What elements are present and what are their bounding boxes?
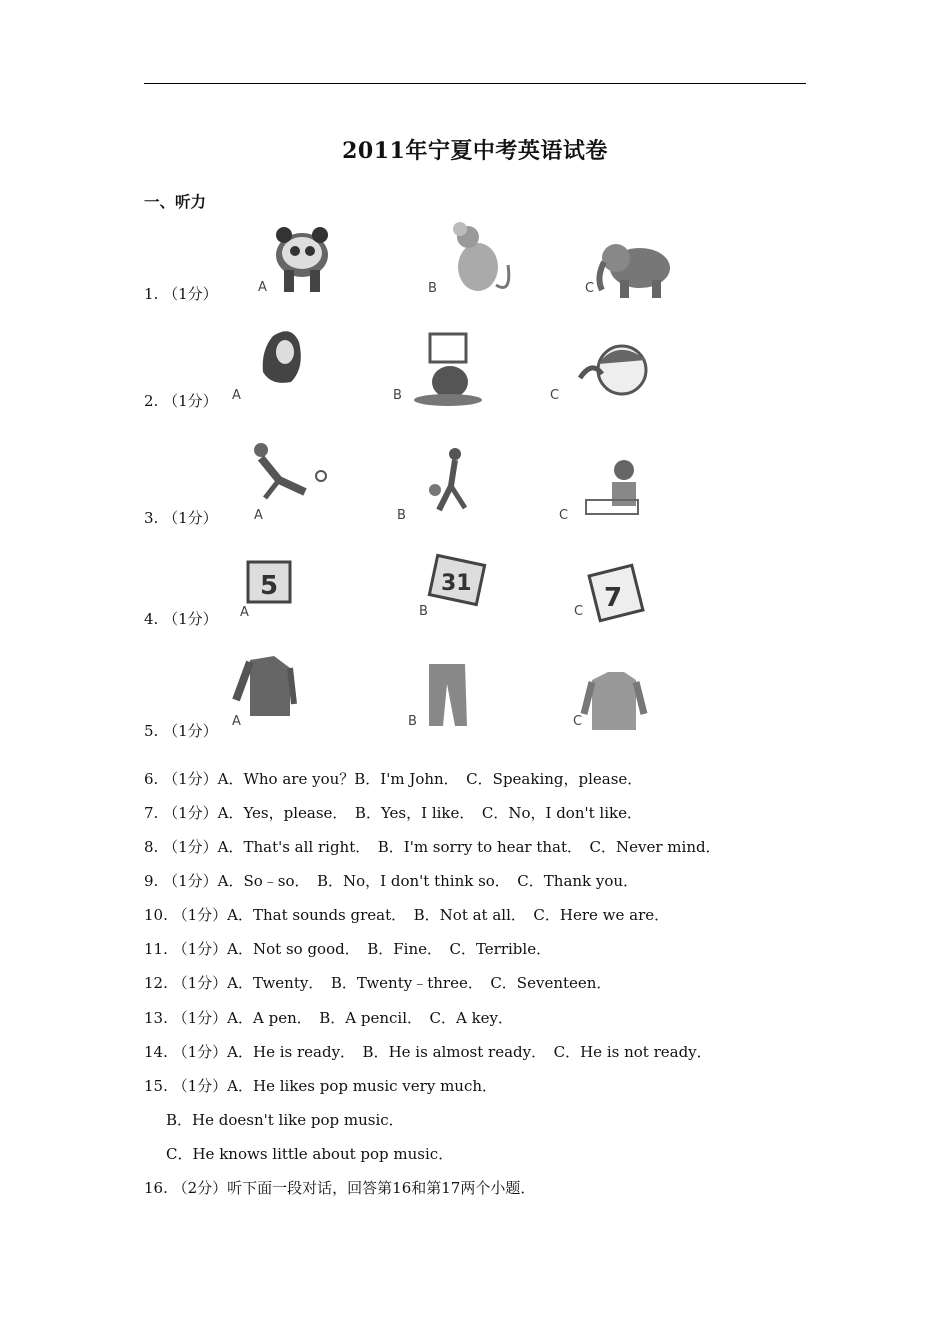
girl-hair-icon — [235, 320, 345, 410]
question-13: 13. （1分）A．A pen． B．A pencil． C．A key． — [144, 1009, 514, 1027]
question-11: 11. （1分）A．Not so good． B．Fine． C．Terrible． — [144, 940, 552, 958]
question-5-label: 5. （1分） — [144, 722, 218, 740]
calendar-31-icon — [415, 550, 525, 640]
sweater-icon — [580, 660, 690, 750]
soccer-player-icon — [235, 430, 345, 520]
question-4-label: 4. （1分） — [144, 610, 218, 628]
option-label: A — [254, 508, 263, 523]
option-label: A — [232, 714, 241, 729]
question-2-label: 2. （1分） — [144, 392, 218, 410]
page-title: 2011年宁夏中考英语试卷 — [342, 138, 608, 164]
question-1-label: 1. （1分） — [144, 285, 218, 303]
option-label: A — [258, 280, 267, 295]
tv-watching-icon — [400, 320, 510, 410]
question-9: 9. （1分）A．So﹣so． B．No，I don't think so． C．Thank you． — [144, 872, 639, 890]
question-10: 10. （1分）A．That sounds great． B．Not at all． C．Here we are． — [144, 906, 670, 924]
option-label: C — [550, 388, 560, 403]
question-15-option-b: B．He doesn't like pop music． — [166, 1111, 404, 1129]
calendar-7-icon — [580, 560, 690, 650]
elephant-icon — [580, 228, 690, 318]
option-label: B — [408, 714, 417, 729]
tennis-player-icon — [570, 448, 680, 538]
jacket-icon — [232, 650, 342, 740]
option-label: C — [574, 604, 584, 619]
option-label: C — [585, 281, 595, 296]
question-12: 12. （1分）A．Twenty． B．Twenty﹣three． C．Seventeen． — [144, 974, 612, 992]
question-14: 14. （1分）A．He is ready． B．He is almost ready． C．He is not ready． — [144, 1043, 712, 1061]
option-label: A — [232, 388, 241, 403]
svg-text:7: 7 — [604, 583, 623, 613]
section-heading: 一、听力 — [144, 192, 207, 211]
option-label: B — [397, 508, 406, 523]
basketball-player-icon — [405, 440, 515, 530]
option-label: A — [240, 605, 249, 620]
option-label: B — [428, 281, 437, 296]
question-16: 16. （2分）听下面一段对话，回答第16和第17两个小题． — [144, 1179, 536, 1197]
question-6: 6. （1分）A．Who are you？B．I'm John． C．Speaking，please． — [144, 770, 643, 788]
question-8: 8. （1分）A．That's all right． B．I'm sorry to hear that． C．Never mind． — [144, 838, 721, 856]
sleeping-child-icon — [570, 330, 680, 420]
question-15: 15. （1分）A．He likes pop music very much． — [144, 1077, 498, 1095]
option-label: C — [559, 508, 569, 523]
trousers-icon — [415, 660, 525, 750]
header-rule — [144, 83, 806, 84]
option-label: C — [573, 714, 583, 729]
svg-text:5: 5 — [260, 571, 279, 601]
question-3-label: 3. （1分） — [144, 509, 218, 527]
svg-text:31: 31 — [441, 571, 472, 596]
panda-icon — [240, 215, 350, 305]
question-7: 7. （1分）A．Yes，please． B．Yes，I like． C．No，I don't like． — [144, 804, 642, 822]
option-label: B — [419, 604, 428, 619]
question-15-option-c: C．He knows little about pop music． — [166, 1145, 454, 1163]
option-label: B — [393, 388, 402, 403]
